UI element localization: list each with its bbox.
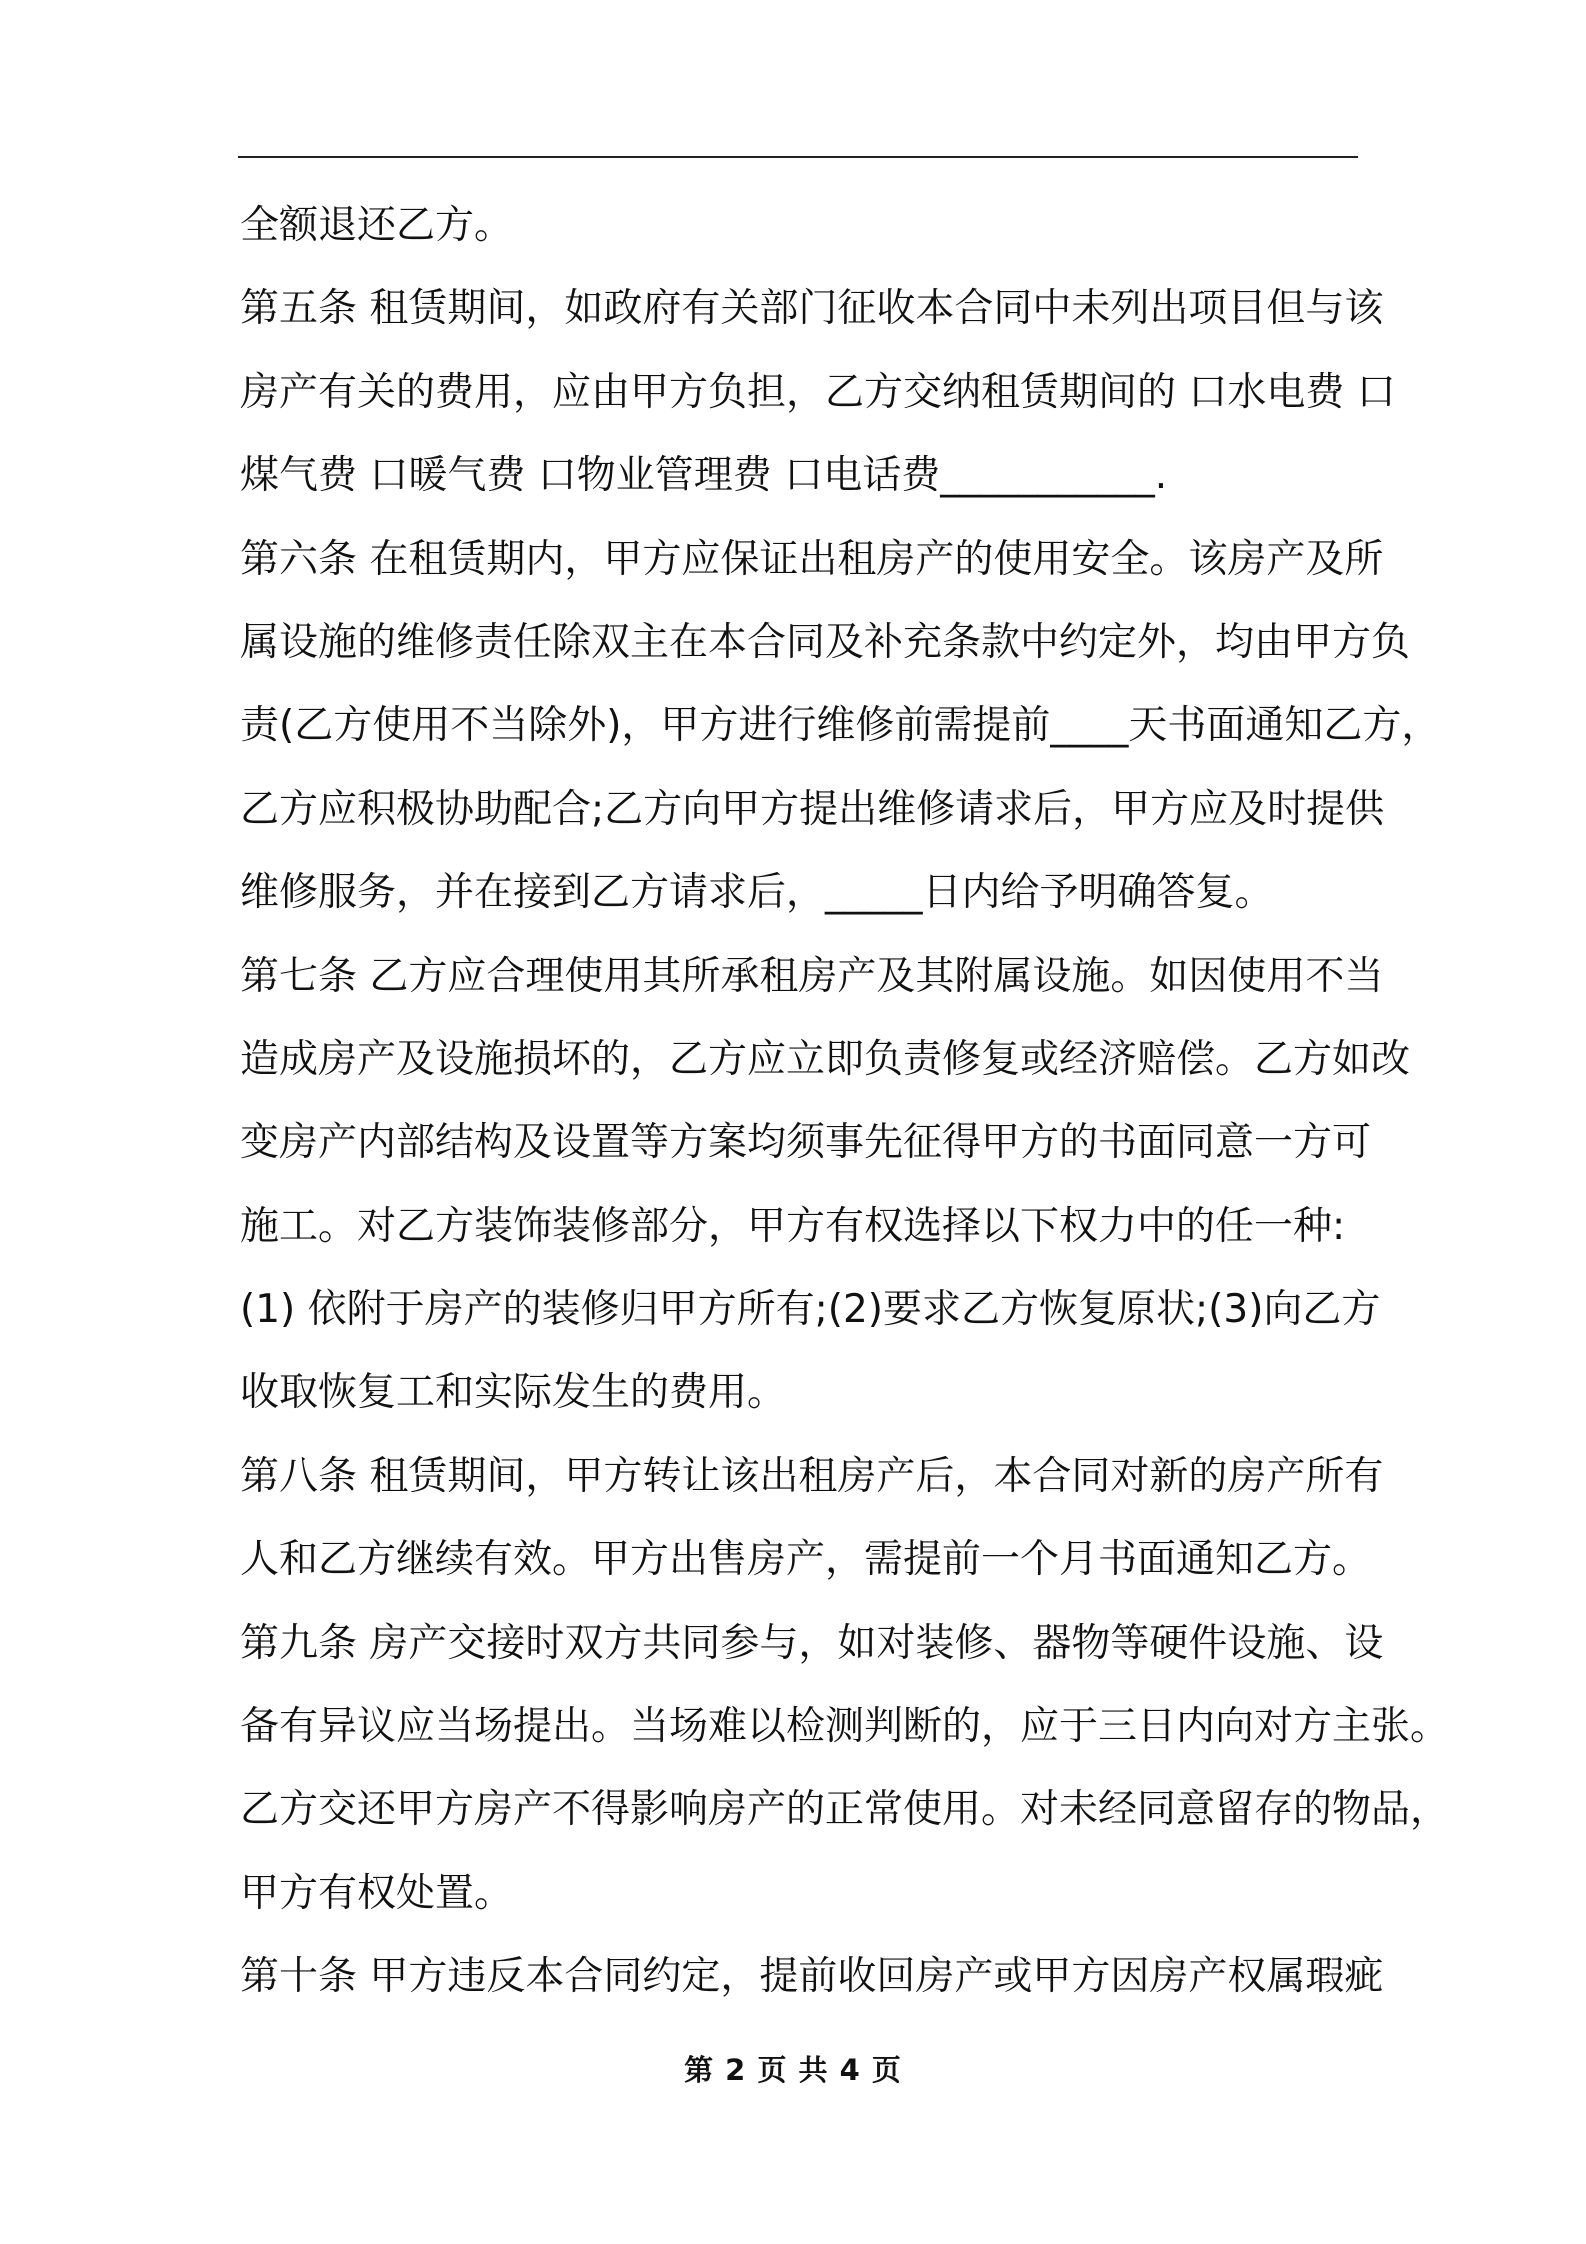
text-line-3: 房产有关的费用，应由甲方负担，乙方交纳租赁期间的 口水电费 口 [240, 369, 1396, 415]
text-line-19: 备有异议应当场提出。当场难以检测判断的，应于三日内向对方主张。 [240, 1704, 1450, 1750]
header-rule [238, 156, 1358, 158]
document-body [240, 184, 1450, 2019]
text-line-4: 煤气费 口暖气费 口物业管理费 口电话费___________. [240, 453, 1168, 499]
page-number-footer: 第 2 页 共 4 页 [684, 2053, 902, 2087]
text-line-17: 人和乙方继续有效。甲方出售房产，需提前一个月书面通知乙方。 [240, 1537, 1372, 1583]
text-line-21: 甲方有权处置。 [240, 1870, 514, 1916]
text-line-11: 造成房产及设施损坏的，乙方应立即负责修复或经济赔偿。乙方如改 [240, 1036, 1411, 1082]
text-line-7: 责(乙方使用不当除外)，甲方进行维修前需提前____天书面通知乙方， [240, 703, 1441, 749]
text-line-10: 第七条 乙方应合理使用其所承租房产及其附属设施。如因使用不当 [240, 953, 1384, 999]
text-line-2: 第五条 租赁期间，如政府有关部门征收本合同中未列出项目但与该 [240, 286, 1384, 332]
text-line-14: (1) 依附于房产的装修归甲方所有;(2)要求乙方恢复原状;(3)向乙方 [240, 1287, 1381, 1333]
text-line-5: 第六条 在租赁期内，甲方应保证出租房产的使用安全。该房产及所 [240, 536, 1384, 582]
text-line-8: 乙方应积极协助配合;乙方向甲方提出维修请求后，甲方应及时提供 [240, 786, 1385, 832]
text-line-22: 第十条 甲方违反本合同约定，提前收回房产或甲方因房产权属瑕疵 [240, 1954, 1384, 2000]
text-line-15: 收取恢复工和实际发生的费用。 [240, 1370, 787, 1416]
text-line-6: 属设施的维修责任除双主在本合同及补充条款中约定外，均由甲方负 [240, 619, 1411, 665]
text-line-18: 第九条 房产交接时双方共同参与，如对装修、器物等硬件设施、设 [240, 1620, 1384, 1666]
text-line-9: 维修服务，并在接到乙方请求后，_____日内给予明确答复。 [240, 870, 1274, 916]
text-line-12: 变房产内部结构及设置等方案均须事先征得甲方的书面同意一方可 [240, 1120, 1372, 1166]
text-line-20: 乙方交还甲方房产不得影响房产的正常使用。对未经同意留存的物品， [240, 1787, 1450, 1833]
text-line-1: 全额退还乙方。 [240, 203, 514, 248]
text-line-16: 第八条 租赁期间，甲方转让该出租房产后，本合同对新的房产所有 [240, 1453, 1384, 1499]
text-line-13: 施工。对乙方装饰装修部分，甲方有权选择以下权力中的任一种: [240, 1203, 1346, 1249]
